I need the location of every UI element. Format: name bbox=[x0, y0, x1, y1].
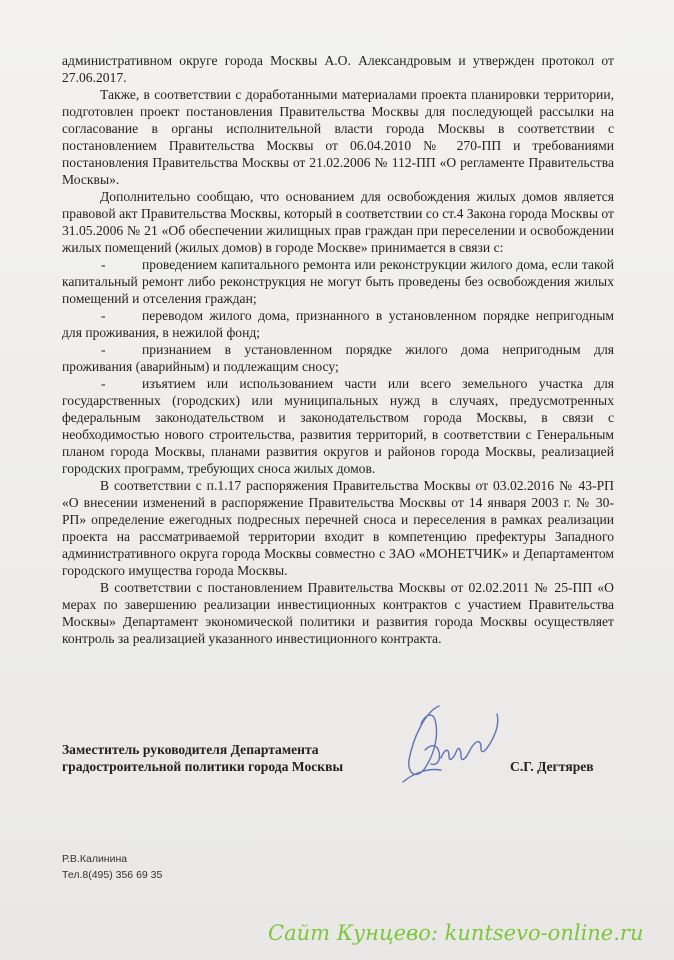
paragraph-project: Также, в соответствии с доработанными материалами проекта планировки территории, подготовлен проект постановления Правительства Москвы для последующей рассылки на согласование в органы исполнительной власти города Москвы в соответствии с постановлением Правительства Москвы от 06.04.2010 № 270-ПП и требованиями постановления Правительства Москвы от 21.02.2006 № 112-ПП «О регламенте Правительства Москвы». bbox=[62, 87, 614, 187]
list-dash: - bbox=[101, 308, 106, 323]
list-item bbox=[62, 307, 614, 341]
letter-body bbox=[62, 52, 614, 647]
list-dash: - bbox=[101, 342, 106, 357]
executor-name: Р.В.Калинина bbox=[62, 853, 128, 865]
paragraph-continuation: административном округе города Москвы А.О. Александровым и утвержден протокол от 27.06.2017. bbox=[62, 53, 614, 85]
signature-block bbox=[62, 741, 622, 775]
executor-phone: Тел.8(495) 356 69 35 bbox=[62, 869, 163, 881]
signatory-title-line1: Заместитель руководителя Департамента bbox=[62, 742, 319, 757]
list-item bbox=[62, 375, 614, 477]
signatory-name: С.Г. Дегтярев bbox=[510, 759, 594, 774]
paragraph-prefecture: В соответствии с п.1.17 распоряжения Правительства Москвы от 03.02.2016 № 43-РП «О внесении изменений в распоряжение Правительства Москвы от 14 января 2003 г. № 30-РП» определение ежегодных подресных перечней сноса и переселения в рамках реализации проекта на рассматриваемой территории входит в компетенцию префектуры Западного административного округа города Москвы совместно с ЗАО «МОНЕТЧИК» и Департаментом городского имущества города Москвы. bbox=[62, 478, 614, 578]
paragraph-basis: Дополнительно сообщаю, что основанием для освобождения жилых домов является правовой акт Правительства Москвы, который в соответствии со ст.4 Закона города Москвы от 31.05.2006 № 21 «Об обеспечении жилищных прав граждан при переселении и освобождении жилых помещений (жилых домов) в городе Москве» принимается в связи с: bbox=[62, 189, 614, 255]
list-item bbox=[62, 341, 614, 375]
executor-footer bbox=[62, 851, 162, 883]
list-dash: - bbox=[101, 376, 106, 391]
paragraph-control: В соответствии с постановлением Правительства Москвы от 02.02.2011 № 25-ПП «О мерах по завершению реализации инвестиционных контрактов с участием Правительства Москвы» Департамент экономической политики и развития города Москвы осуществляет контроль за реализацией указанного инвестиционного контракта. bbox=[62, 580, 614, 646]
signatory-title-line2: градостроительной политики города Москвы bbox=[62, 759, 344, 774]
list-item bbox=[62, 256, 614, 307]
list-item-text: признанием в установленном порядке жилого дома непригодным для проживания (аварийным) и подлежащим сносу; bbox=[62, 342, 614, 374]
list-item-text: проведением капитального ремонта или реконструкции жилого дома, если такой капитальный ремонт либо реконструкция не могут быть проведены без освобождения жилых помещений и отселения граждан; bbox=[62, 257, 614, 306]
list-item-text: изъятием или использованием части или всего земельного участка для государственных (городских) или муниципальных нужд в случаях, предусмотренных федеральным законодательством и законодательством города Москвы, в связи с необходимостью нового строительства, развития территорий, в соответствии с Генеральным планом города Москвы, планами развития округов и районов города Москвы, реализацией городских программ, требующих сноса жилых домов. bbox=[62, 376, 614, 476]
list-item-text: переводом жилого дома, признанного в установленном порядке непригодным для проживания, в нежилой фонд; bbox=[62, 308, 614, 340]
site-watermark: Сайт Кунцево: kuntsevo-online.ru bbox=[268, 921, 644, 945]
list-dash: - bbox=[101, 257, 106, 272]
